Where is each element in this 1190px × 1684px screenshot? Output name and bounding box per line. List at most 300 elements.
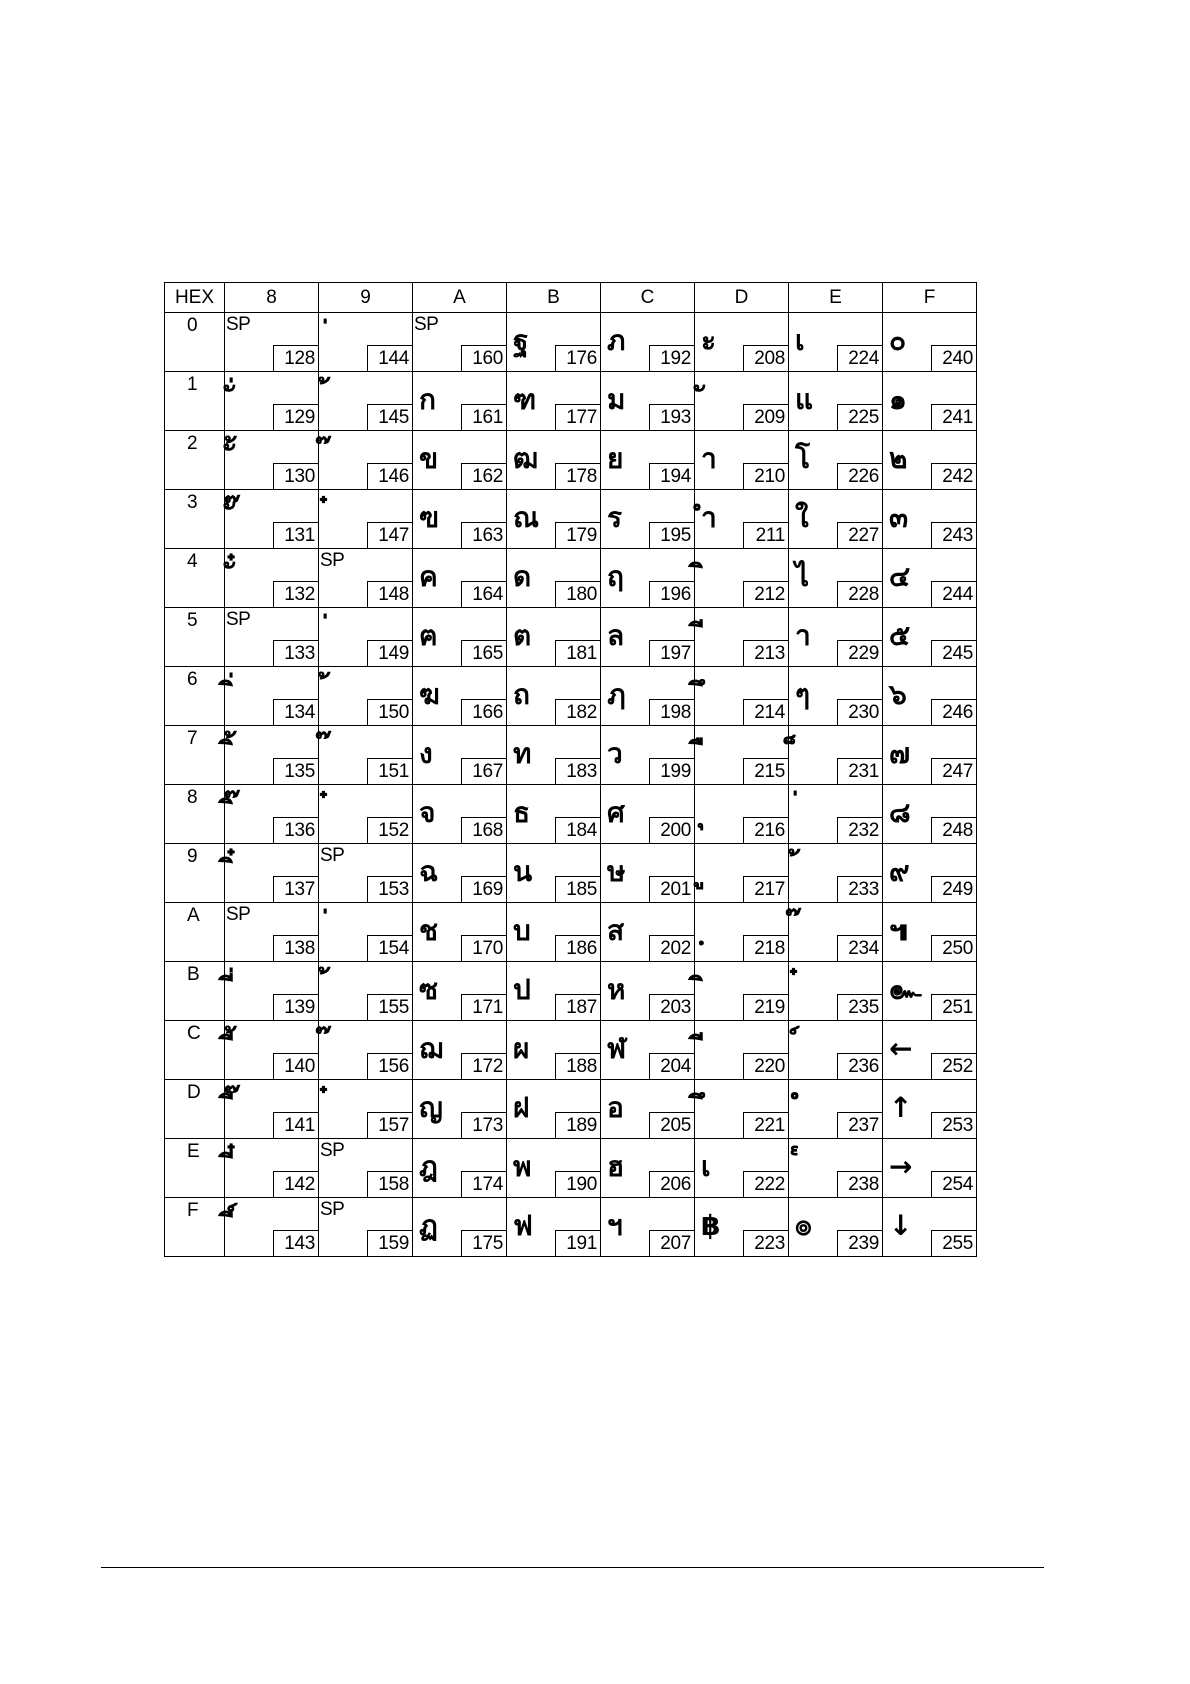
decimal-code: 163 [461, 522, 506, 548]
decimal-code: 219 [743, 994, 788, 1020]
character-glyph: ฟ [513, 1209, 533, 1242]
table-row [165, 1198, 977, 1257]
character-glyph [329, 494, 365, 542]
character-glyph: ๒ [889, 442, 908, 475]
decimal-code: 193 [649, 404, 694, 430]
code-cell [413, 1080, 507, 1139]
character-glyph [799, 848, 835, 896]
decimal-code: 182 [555, 699, 600, 725]
decimal-code: 240 [931, 345, 976, 371]
decimal-code: 241 [931, 404, 976, 430]
column-header-c: C [601, 283, 695, 313]
code-cell [225, 313, 319, 372]
code-cell [413, 785, 507, 844]
table-row [165, 785, 977, 844]
character-glyph: ฉ [419, 855, 439, 888]
code-cell [883, 313, 977, 372]
table-row [165, 372, 977, 431]
decimal-code: 156 [367, 1053, 412, 1079]
code-cell [789, 785, 883, 844]
character-glyph [235, 494, 271, 542]
decimal-code: 220 [743, 1053, 788, 1079]
table-row [165, 1021, 977, 1080]
character-glyph [705, 730, 741, 778]
character-glyph: ← [889, 1032, 913, 1065]
decimal-code: 233 [837, 876, 882, 902]
character-glyph: ห [607, 973, 626, 1006]
character-glyph: บ [513, 914, 531, 947]
character-glyph: ะ [701, 324, 717, 357]
code-cell [413, 1139, 507, 1198]
code-cell [789, 490, 883, 549]
decimal-code: 155 [367, 994, 412, 1020]
code-cell [695, 1080, 789, 1139]
decimal-code: 168 [461, 817, 506, 843]
code-cell [413, 608, 507, 667]
decimal-code: 236 [837, 1053, 882, 1079]
code-cell [319, 667, 413, 726]
decimal-code: 141 [273, 1112, 318, 1138]
decimal-code: 176 [555, 345, 600, 371]
decimal-code: 179 [555, 522, 600, 548]
character-glyph [705, 966, 741, 1014]
character-glyph: ฑ [513, 383, 537, 416]
decimal-code: 129 [273, 404, 318, 430]
table-row [165, 726, 977, 785]
character-glyph: จ [419, 796, 436, 829]
character-glyph [799, 1143, 835, 1191]
table-row [165, 962, 977, 1021]
code-cell [601, 608, 695, 667]
row-label: 6 [187, 669, 198, 690]
character-glyph [799, 1084, 835, 1132]
decimal-code: 243 [931, 522, 976, 548]
code-cell [601, 1139, 695, 1198]
row-label: 1 [187, 374, 198, 395]
code-cell [225, 726, 319, 785]
decimal-code: 142 [273, 1171, 318, 1197]
decimal-code: 191 [555, 1230, 600, 1256]
space-label: SP [226, 609, 251, 630]
code-cell [883, 726, 977, 785]
code-cell [319, 1198, 413, 1257]
character-glyph [705, 671, 741, 719]
code-cell [507, 1139, 601, 1198]
code-cell [507, 903, 601, 962]
code-cell [507, 1080, 601, 1139]
decimal-code: 159 [367, 1230, 412, 1256]
character-glyph: ๓ [889, 501, 909, 534]
code-cell [601, 1080, 695, 1139]
space-label: SP [320, 1140, 345, 1161]
code-cell [695, 313, 789, 372]
row-label-cell [165, 903, 225, 962]
code-cell [319, 844, 413, 903]
character-glyph: ฎ [419, 1150, 438, 1183]
code-cell [319, 1139, 413, 1198]
code-cell [507, 608, 601, 667]
decimal-code: 216 [743, 817, 788, 843]
code-cell [601, 667, 695, 726]
space-label: SP [414, 314, 439, 335]
character-glyph: เ [701, 1150, 711, 1183]
code-cell [883, 372, 977, 431]
code-cell [225, 844, 319, 903]
decimal-code: 136 [273, 817, 318, 843]
row-label-cell [165, 962, 225, 1021]
code-cell [413, 667, 507, 726]
character-glyph: ต [513, 619, 532, 652]
decimal-code: 147 [367, 522, 412, 548]
code-cell [507, 372, 601, 431]
character-glyph: ษ [607, 855, 626, 888]
decimal-code: 194 [649, 463, 694, 489]
code-cell [319, 1080, 413, 1139]
character-glyph [329, 1084, 365, 1132]
row-label-cell [165, 1198, 225, 1257]
code-cell [789, 431, 883, 490]
code-cell [695, 431, 789, 490]
row-label-cell [165, 608, 225, 667]
code-cell [883, 667, 977, 726]
decimal-code: 223 [743, 1230, 788, 1256]
character-glyph: ฯ [607, 1209, 623, 1242]
decimal-code: 249 [931, 876, 976, 902]
decimal-code: 145 [367, 404, 412, 430]
decimal-code: 154 [367, 935, 412, 961]
character-glyph [235, 376, 271, 424]
character-glyph: ฒ [513, 442, 539, 475]
table-row [165, 490, 977, 549]
character-glyph: โ [795, 442, 811, 475]
decimal-code: 198 [649, 699, 694, 725]
code-cell [319, 903, 413, 962]
character-glyph: อ [607, 1091, 624, 1124]
code-cell [319, 549, 413, 608]
code-cell [319, 490, 413, 549]
character-glyph: ไ [795, 560, 810, 593]
code-cell [413, 1021, 507, 1080]
row-label: C [187, 1023, 201, 1044]
character-glyph: ช [419, 914, 439, 947]
character-glyph: ฏ [419, 1209, 438, 1242]
code-cell [601, 785, 695, 844]
table-row [165, 1080, 977, 1139]
code-cell [883, 549, 977, 608]
code-cell [319, 726, 413, 785]
code-cell [695, 372, 789, 431]
header-row [165, 283, 977, 313]
row-label: D [187, 1082, 201, 1103]
code-cell [413, 490, 507, 549]
decimal-code: 172 [461, 1053, 506, 1079]
decimal-code: 151 [367, 758, 412, 784]
decimal-code: 229 [837, 640, 882, 666]
code-table-body [165, 283, 977, 1257]
row-label-cell [165, 1080, 225, 1139]
decimal-code: 221 [743, 1112, 788, 1138]
decimal-code: 160 [461, 345, 506, 371]
character-glyph [329, 907, 365, 955]
code-cell [883, 903, 977, 962]
decimal-code: 208 [743, 345, 788, 371]
decimal-code: 135 [273, 758, 318, 784]
table-row [165, 1139, 977, 1198]
character-glyph: ถ [513, 678, 530, 711]
character-glyph [705, 907, 741, 955]
character-glyph: ใ [795, 501, 809, 534]
decimal-code: 228 [837, 581, 882, 607]
code-cell [695, 549, 789, 608]
code-cell [883, 431, 977, 490]
code-cell [225, 1139, 319, 1198]
code-cell [413, 726, 507, 785]
character-glyph [799, 730, 835, 778]
decimal-code: 150 [367, 699, 412, 725]
character-glyph [799, 907, 835, 955]
decimal-code: 254 [931, 1171, 976, 1197]
decimal-code: 209 [743, 404, 788, 430]
code-cell [883, 608, 977, 667]
decimal-code: 186 [555, 935, 600, 961]
decimal-code: 165 [461, 640, 506, 666]
decimal-code: 164 [461, 581, 506, 607]
decimal-code: 224 [837, 345, 882, 371]
table-row [165, 313, 977, 372]
decimal-code: 212 [743, 581, 788, 607]
row-label-cell [165, 1021, 225, 1080]
character-glyph: ๔ [889, 560, 911, 593]
decimal-code: 158 [367, 1171, 412, 1197]
code-cell [601, 726, 695, 785]
decimal-code: 201 [649, 876, 694, 902]
character-glyph: ๘ [889, 796, 911, 829]
character-glyph: ส [607, 914, 625, 947]
code-cell [789, 1139, 883, 1198]
character-glyph: ฅ [419, 619, 438, 652]
decimal-code: 248 [931, 817, 976, 843]
decimal-code: 202 [649, 935, 694, 961]
character-glyph: ซ [419, 973, 439, 1006]
character-glyph: ๆ [795, 678, 811, 711]
character-glyph: ศ [607, 796, 625, 829]
character-glyph: ฬ [607, 1032, 627, 1065]
character-glyph: น [513, 855, 533, 888]
code-cell [225, 785, 319, 844]
decimal-code: 199 [649, 758, 694, 784]
code-cell [319, 1021, 413, 1080]
decimal-code: 230 [837, 699, 882, 725]
decimal-code: 167 [461, 758, 506, 784]
row-label: E [187, 1141, 200, 1162]
decimal-code: 245 [931, 640, 976, 666]
code-cell [789, 608, 883, 667]
decimal-code: 251 [931, 994, 976, 1020]
code-cell [695, 1139, 789, 1198]
column-header-d: D [695, 283, 789, 313]
code-cell [413, 1198, 507, 1257]
character-glyph: ๐ [889, 324, 907, 357]
decimal-code: 170 [461, 935, 506, 961]
decimal-code: 222 [743, 1171, 788, 1197]
character-glyph: ฐ [513, 324, 529, 357]
space-label: SP [226, 904, 251, 925]
character-glyph: ค [419, 560, 438, 593]
code-cell [601, 313, 695, 372]
code-cell [883, 844, 977, 903]
code-cell [413, 549, 507, 608]
code-cell [507, 962, 601, 1021]
decimal-code: 133 [273, 640, 318, 666]
row-label-cell [165, 726, 225, 785]
row-label-cell [165, 313, 225, 372]
decimal-code: 206 [649, 1171, 694, 1197]
table-row [165, 903, 977, 962]
decimal-code: 239 [837, 1230, 882, 1256]
decimal-code: 128 [273, 345, 318, 371]
decimal-code: 225 [837, 404, 882, 430]
code-cell [789, 1080, 883, 1139]
column-header-9: 9 [319, 283, 413, 313]
character-glyph [235, 671, 271, 719]
character-glyph [329, 612, 365, 660]
code-cell [413, 313, 507, 372]
decimal-code: 192 [649, 345, 694, 371]
code-cell [883, 490, 977, 549]
character-glyph [329, 671, 365, 719]
code-cell [883, 1198, 977, 1257]
character-glyph: ก [419, 383, 436, 416]
space-label: SP [320, 845, 345, 866]
character-glyph: ภ [607, 324, 626, 357]
decimal-code: 178 [555, 463, 600, 489]
code-cell [601, 903, 695, 962]
row-label: B [187, 964, 200, 985]
code-cell [225, 372, 319, 431]
row-label-cell [165, 431, 225, 490]
character-glyph: ย [607, 442, 624, 475]
decimal-code: 203 [649, 994, 694, 1020]
character-glyph [329, 789, 365, 837]
character-glyph: → [889, 1150, 913, 1183]
code-cell [319, 431, 413, 490]
code-cell [413, 903, 507, 962]
character-glyph [235, 553, 271, 601]
row-label-cell [165, 372, 225, 431]
table-row [165, 431, 977, 490]
decimal-code: 148 [367, 581, 412, 607]
code-cell [319, 372, 413, 431]
code-cell [507, 549, 601, 608]
decimal-code: 152 [367, 817, 412, 843]
character-glyph: ฿ [701, 1209, 721, 1242]
character-glyph: ↓ [889, 1209, 913, 1242]
code-cell [695, 785, 789, 844]
decimal-code: 134 [273, 699, 318, 725]
character-glyph: ำ [701, 501, 717, 534]
row-label-cell [165, 667, 225, 726]
row-label: F [187, 1200, 199, 1221]
code-cell [695, 962, 789, 1021]
row-label-cell [165, 785, 225, 844]
code-cell [695, 1198, 789, 1257]
decimal-code: 139 [273, 994, 318, 1020]
code-cell [507, 785, 601, 844]
character-glyph [705, 848, 741, 896]
code-cell [507, 431, 601, 490]
row-label-cell [165, 549, 225, 608]
code-cell [601, 1021, 695, 1080]
character-glyph [329, 1025, 365, 1073]
row-label: 4 [187, 551, 198, 572]
decimal-code: 217 [743, 876, 788, 902]
code-cell [695, 844, 789, 903]
code-cell [789, 549, 883, 608]
code-cell [319, 785, 413, 844]
decimal-code: 215 [743, 758, 788, 784]
decimal-code: 235 [837, 994, 882, 1020]
code-cell [225, 608, 319, 667]
character-glyph: ๚ [889, 914, 909, 947]
decimal-code: 231 [837, 758, 882, 784]
character-glyph: ๗ [889, 737, 911, 770]
code-cell [225, 1021, 319, 1080]
row-label-cell [165, 844, 225, 903]
decimal-code: 227 [837, 522, 882, 548]
decimal-code: 255 [931, 1230, 976, 1256]
character-glyph: ๙ [889, 855, 910, 888]
row-label: 0 [187, 315, 198, 336]
space-label: SP [226, 314, 251, 335]
character-glyph [799, 789, 835, 837]
decimal-code: 213 [743, 640, 788, 666]
space-label: SP [320, 1199, 345, 1220]
character-glyph: ร [607, 501, 623, 534]
code-cell [413, 962, 507, 1021]
code-cell [225, 1198, 319, 1257]
decimal-code: 189 [555, 1112, 600, 1138]
space-label: SP [320, 550, 345, 571]
hex-header: HEX [165, 283, 225, 313]
character-glyph: ว [607, 737, 623, 770]
character-glyph: ล [607, 619, 625, 652]
row-label: 8 [187, 787, 198, 808]
code-cell [601, 962, 695, 1021]
decimal-code: 157 [367, 1112, 412, 1138]
character-glyph: ง [419, 737, 433, 770]
decimal-code: 250 [931, 935, 976, 961]
code-cell [789, 844, 883, 903]
character-glyph: ธ [513, 796, 531, 829]
decimal-code: 143 [273, 1230, 318, 1256]
code-cell [601, 372, 695, 431]
character-glyph [329, 966, 365, 1014]
character-glyph: ฆ [419, 678, 440, 711]
code-cell [319, 313, 413, 372]
decimal-code: 173 [461, 1112, 506, 1138]
code-cell [695, 490, 789, 549]
code-cell [789, 372, 883, 431]
decimal-code: 204 [649, 1053, 694, 1079]
code-cell [601, 431, 695, 490]
footer-divider [101, 1567, 1044, 1568]
decimal-code: 181 [555, 640, 600, 666]
code-cell [319, 962, 413, 1021]
code-cell [225, 667, 319, 726]
row-label: 9 [187, 846, 198, 867]
decimal-code: 237 [837, 1112, 882, 1138]
decimal-code: 197 [649, 640, 694, 666]
